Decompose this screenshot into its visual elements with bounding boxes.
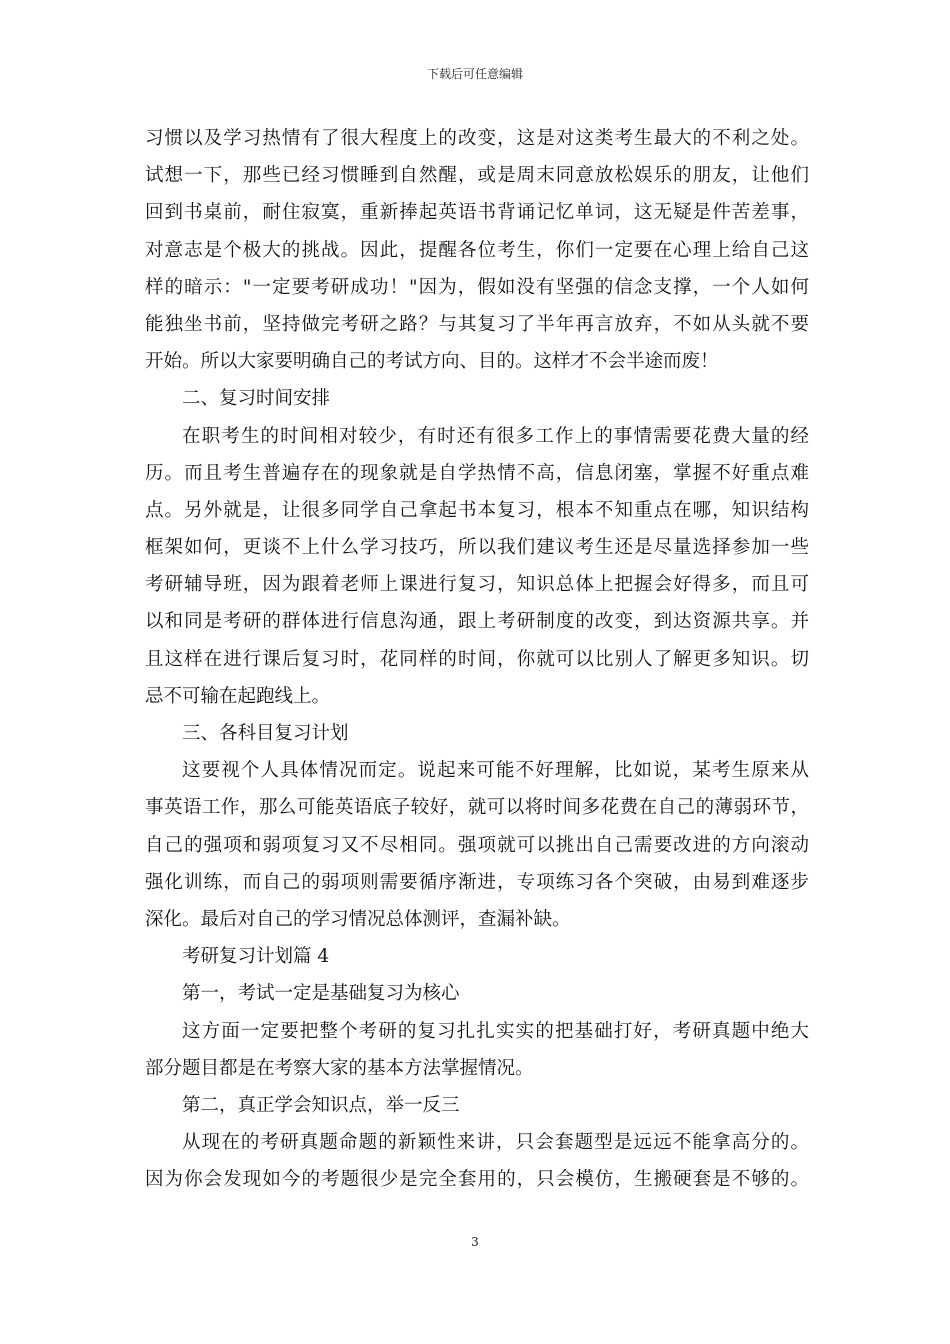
text-line: 第二，真正学会知识点，举一反三 [182,1094,460,1116]
text-line: 考研辅导班，因为跟着老师上课进行复习，知识总体上把握会好得多，而且可 [145,574,809,596]
text-line: 回到书桌前，耐住寂寞，重新捧起英语书背诵记忆单词，这无疑是件苦差事， [145,202,809,224]
text-line: 忌不可输在起跑线上。 [145,685,331,707]
text-line: 强化训练，而自己的弱项则需要循序渐进，专项练习各个突破，由易到难逐步 [145,871,809,893]
document-body [145,120,809,1198]
text-line: 这方面一定要把整个考研的复习扎扎实实的把基础打好，考研真题中绝大 [182,1020,809,1042]
text-line: 框架如何，更谈不上什么学习技巧，所以我们建议考生还是尽量选择参加一些 [145,537,809,559]
text-line: 考研复习计划篇 4 [182,946,330,968]
text-line: 自己的强项和弱项复习又不尽相同。强项就可以挑出自己需要改进的方向滚动 [145,834,809,856]
text-line: 在职考生的时间相对较少，有时还有很多工作上的事情需要花费大量的经 [182,425,809,447]
text-line: 事英语工作，那么可能英语底子较好，就可以将时间多花费在自己的薄弱环节， [145,797,809,819]
text-line: 对意志是个极大的挑战。因此，提醒各位考生，你们一定要在心理上给自己这 [145,239,809,261]
text-line: 因为你会发现如今的考题很少是完全套用的，只会模仿，生搬硬套是不够的。 [145,1169,809,1191]
text-line: 习惯以及学习热情有了很大程度上的改变，这是对这类考生最大的不利之处。 [145,128,809,149]
text-line: 从现在的考研真题命题的新颖性来讲，只会套题型是远远不能拿高分的。 [182,1132,809,1154]
text-line: 部分题目都是在考察大家的基本方法掌握情况。 [145,1057,534,1079]
text-line: 且这样在进行课后复习时，花同样的时间，你就可以比别人了解更多知识。切 [145,648,809,670]
text-line: 这要视个人具体情况而定。说起来可能不好理解，比如说，某考生原来从 [182,760,809,782]
text-line: 深化。最后对自己的学习情况总体测评，查漏补缺。 [145,908,571,930]
text-line: 开始。所以大家要明确自己的考试方向、目的。这样才不会半途而废！ [145,351,719,373]
page-header: 下载后可任意编辑 [426,67,523,81]
text-line: 第一，考试一定是基础复习为核心 [182,983,460,1005]
text-line: 样的暗示："一定要考研成功！"因为，假如没有坚强的信念支撑，一个人如何 [145,276,809,298]
text-line: 能独坐书前，坚持做完考研之路？与其复习了半年再言放弃，不如从头就不要 [145,313,809,335]
text-line: 以和同是考研的群体进行信息沟通，跟上考研制度的改变，到达资源共享。并 [145,611,809,633]
text-line: 三、各科目复习计划 [182,723,349,744]
text-line: 点。另外就是，让很多同学自己拿起书本复习，根本不知重点在哪，知识结构 [145,499,809,521]
text-line: 历。而且考生普遍存在的现象就是自学热情不高，信息闭塞，掌握不好重点难 [145,462,809,484]
page-number: 3 [471,1235,479,1249]
text-line: 二、复习时间安排 [182,388,331,410]
text-line: 试想一下，那些已经习惯睡到自然醒，或是周末同意放松娱乐的朋友，让他们 [145,165,809,187]
